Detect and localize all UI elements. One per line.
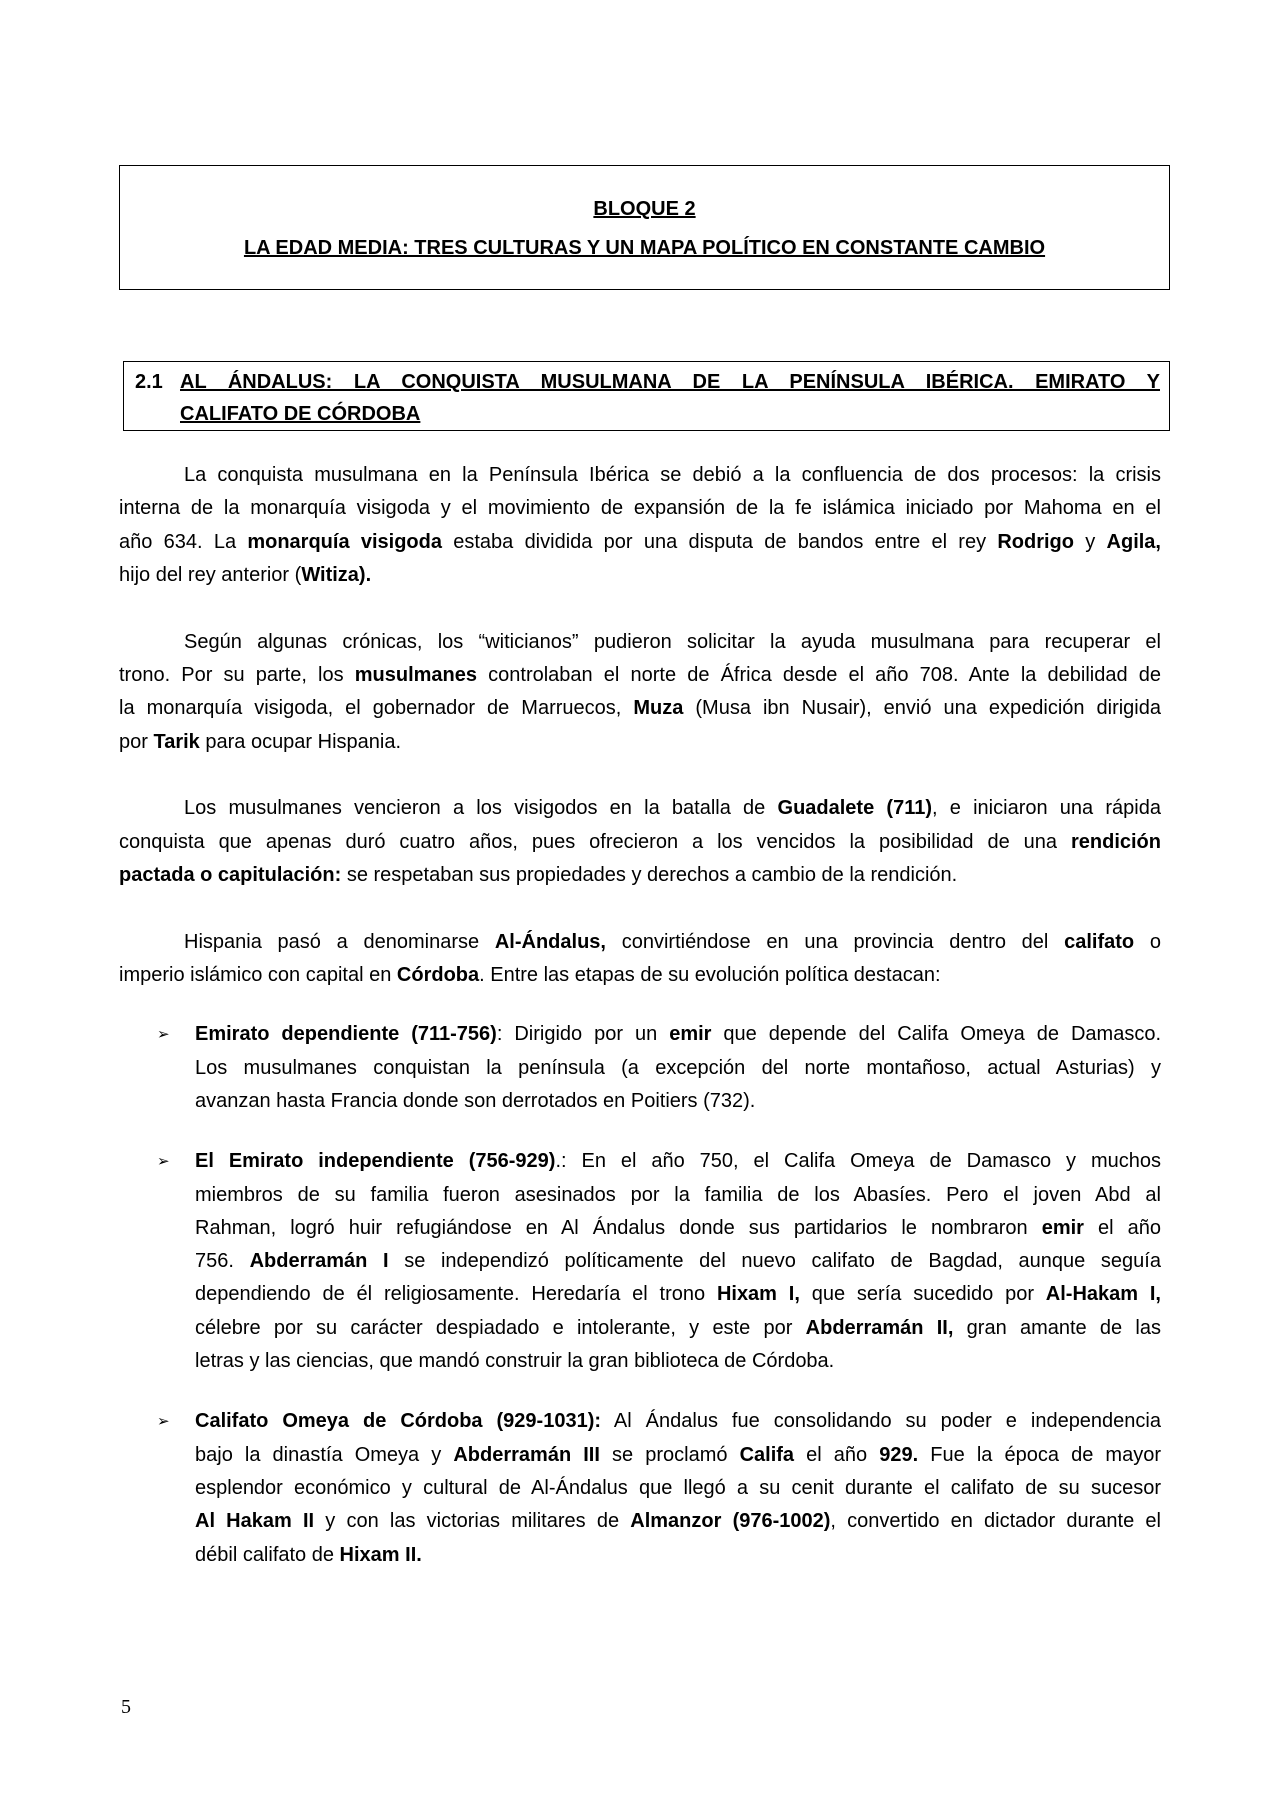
text-line bbox=[119, 559, 1161, 592]
paragraph bbox=[119, 926, 1161, 993]
text-run: controlaban el norte de África desde el año 708. Ante la debilidad de bbox=[477, 663, 1161, 686]
document-body bbox=[119, 459, 1161, 1599]
text-run: dependiendo de él religiosamente. Heredaría el trono bbox=[195, 1283, 717, 1306]
text-line bbox=[119, 926, 1161, 959]
bold-text-run: Emirato dependiente (711-756) bbox=[195, 1023, 497, 1046]
text-run: célebre por su carácter despiadado e intolerante, y este por bbox=[195, 1316, 806, 1339]
text-run: que sería sucedido por bbox=[799, 1283, 1046, 1306]
bold-text-run: Agila, bbox=[1106, 530, 1161, 553]
text-run: (Musa ibn Nusair), envió una expedición dirigida bbox=[683, 697, 1161, 720]
text-run: el año bbox=[794, 1443, 880, 1466]
text-run: Según algunas crónicas, los “witicianos” pudieron solicitar la ayuda musulmana para recuperar el bbox=[184, 630, 1161, 653]
text-run: para ocupar Hispania. bbox=[199, 730, 402, 753]
text-line bbox=[195, 1472, 1161, 1505]
text-line bbox=[119, 859, 1161, 892]
text-run: gran amante de las bbox=[953, 1316, 1162, 1339]
text-line bbox=[195, 1312, 1161, 1345]
section-heading-box bbox=[123, 361, 1170, 431]
bold-text-run: Califato Omeya de Córdoba (929-1031): bbox=[195, 1410, 602, 1433]
text-run: . Entre las etapas de su evolución política destacan: bbox=[479, 964, 941, 987]
text-line bbox=[195, 1212, 1161, 1245]
bold-text-run: rendición bbox=[1070, 830, 1161, 853]
bold-text-run: emir bbox=[1041, 1216, 1084, 1239]
text-run: Hispania pasó a denominarse bbox=[184, 930, 495, 953]
bold-text-run: musulmanes bbox=[354, 663, 478, 686]
text-line bbox=[195, 1245, 1161, 1278]
text-line bbox=[195, 1145, 1161, 1178]
bullet-item bbox=[119, 1405, 1161, 1571]
section-number: 2.1 bbox=[135, 371, 163, 393]
text-run: , e iniciaron una rápida bbox=[932, 797, 1161, 820]
text-run: avanzan hasta Francia donde son derrotados en Poitiers (732). bbox=[195, 1089, 756, 1112]
text-line bbox=[195, 1085, 1161, 1118]
text-run: año 634. La bbox=[119, 530, 248, 553]
paragraph bbox=[119, 459, 1161, 592]
text-run: se proclamó bbox=[599, 1443, 740, 1466]
text-line bbox=[119, 526, 1161, 559]
text-run: hijo del rey anterior ( bbox=[119, 563, 302, 586]
bold-text-run: Abderramán III bbox=[453, 1443, 600, 1466]
text-run: el año bbox=[1083, 1216, 1161, 1239]
section-title-text: CALIFATO DE CÓRDOBA bbox=[180, 403, 421, 425]
text-run: Los musulmanes conquistan la península (a excepción del norte montañoso, actual Asturias) y bbox=[195, 1056, 1161, 1079]
text-run: y con las victorias militares de bbox=[314, 1510, 631, 1533]
text-line bbox=[119, 492, 1161, 525]
bold-text-run: pactada o capitulación: bbox=[119, 863, 342, 886]
bold-text-run: emir bbox=[669, 1023, 712, 1046]
bold-text-run: Guadalete (711) bbox=[777, 797, 933, 820]
text-run: estaba dividida por una disputa de bandos entre el rey bbox=[441, 530, 998, 553]
bold-text-run: Califa bbox=[739, 1443, 795, 1466]
text-run: miembros de su familia fueron asesinados por la familia de los Abasíes. Pero el joven Abd al bbox=[195, 1183, 1161, 1206]
text-run: , convertido en dictador durante el bbox=[830, 1510, 1161, 1533]
text-run: se independizó políticamente del nuevo califato de Bagdad, aunque seguía bbox=[388, 1250, 1161, 1273]
bold-text-run: Al-Ándalus, bbox=[494, 930, 606, 953]
text-run: conquista que apenas duró cuatro años, pues ofrecieron a los vencidos la posibilidad de una bbox=[119, 830, 1071, 853]
text-run: la monarquía visigoda, el gobernador de Marruecos, bbox=[119, 697, 634, 720]
bold-text-run: Abderramán II, bbox=[805, 1316, 954, 1339]
bullet-item bbox=[119, 1145, 1161, 1378]
page-number: 5 bbox=[121, 1696, 131, 1718]
bold-text-run: Rodrigo bbox=[997, 530, 1074, 553]
paragraph bbox=[119, 792, 1161, 892]
text-line bbox=[119, 459, 1161, 492]
section-title bbox=[180, 366, 1160, 430]
text-run: esplendor económico y cultural de Al-Ándalus que llegó a su cenit durante el califato de su sucesor bbox=[195, 1476, 1161, 1499]
bold-text-run: califato bbox=[1064, 930, 1135, 953]
section-title-text: AL ÁNDALUS: LA CONQUISTA MUSULMANA DE LA PENÍNSULA IBÉRICA. EMIRATO Y bbox=[180, 371, 1160, 393]
text-run: interna de la monarquía visigoda y el movimiento de expansión de la fe islámica iniciado por Mahoma en el bbox=[119, 497, 1161, 520]
text-line bbox=[119, 959, 1161, 992]
block-header-box bbox=[119, 165, 1170, 290]
bullet-text bbox=[195, 1018, 1161, 1118]
text-run: débil califato de bbox=[195, 1543, 340, 1566]
text-run: Rahman, logró huir refugiándose en Al Ándalus donde sus partidarios le nombraron bbox=[195, 1216, 1042, 1239]
text-run: bajo la dinastía Omeya y bbox=[195, 1443, 454, 1466]
text-line bbox=[119, 692, 1161, 725]
text-run: imperio islámico con capital en bbox=[119, 964, 397, 987]
section-title-line bbox=[180, 366, 1160, 398]
text-run: que depende del Califa Omeya de Damasco. bbox=[711, 1023, 1162, 1046]
bold-text-run: Córdoba bbox=[396, 964, 480, 987]
text-line bbox=[195, 1052, 1161, 1085]
text-line bbox=[119, 792, 1161, 825]
text-line bbox=[195, 1179, 1161, 1212]
bullet-item bbox=[119, 1018, 1161, 1118]
text-run: .: En el año 750, el Califa Omeya de Damasco y muchos bbox=[555, 1150, 1161, 1173]
text-run: trono. Por su parte, los bbox=[119, 663, 355, 686]
bold-text-run: Tarik bbox=[153, 730, 200, 753]
bold-text-run: El Emirato independiente (756-929) bbox=[195, 1150, 556, 1173]
bold-text-run: monarquía visigoda bbox=[247, 530, 442, 553]
bold-text-run: Hixam I, bbox=[716, 1283, 800, 1306]
bold-text-run: 929. bbox=[879, 1443, 919, 1466]
text-run: La conquista musulmana en la Península Ibérica se debió a la confluencia de dos procesos: la crisis bbox=[184, 464, 1161, 486]
text-line bbox=[195, 1539, 1161, 1572]
text-line bbox=[195, 1018, 1161, 1051]
text-line bbox=[195, 1345, 1161, 1378]
text-run: Los musulmanes vencieron a los visigodos en la batalla de bbox=[184, 797, 778, 820]
bold-text-run: Muza bbox=[633, 697, 684, 720]
arrow-bullet-icon: ➢ bbox=[157, 1025, 170, 1044]
text-line bbox=[119, 726, 1161, 759]
text-run: por bbox=[119, 730, 154, 753]
arrow-bullet-icon: ➢ bbox=[157, 1412, 170, 1431]
bold-text-run: Witiza). bbox=[301, 563, 372, 586]
section-title-line bbox=[180, 398, 1160, 430]
block-label: BLOQUE 2 bbox=[593, 198, 696, 220]
text-run: : Dirigido por un bbox=[496, 1023, 670, 1046]
text-run: se respetaban sus propiedades y derechos a cambio de la rendición. bbox=[341, 863, 958, 886]
text-line bbox=[195, 1439, 1161, 1472]
bold-text-run: Al Hakam II bbox=[195, 1510, 315, 1533]
text-line bbox=[195, 1278, 1161, 1311]
text-line bbox=[119, 659, 1161, 692]
bold-text-run: Almanzor (976-1002) bbox=[630, 1510, 831, 1533]
text-line bbox=[195, 1405, 1161, 1438]
paragraph bbox=[119, 626, 1161, 759]
text-line bbox=[119, 826, 1161, 859]
bullet-text bbox=[195, 1405, 1161, 1571]
text-run: o bbox=[1134, 930, 1161, 953]
block-title: LA EDAD MEDIA: TRES CULTURAS Y UN MAPA POLÍTICO EN CONSTANTE CAMBIO bbox=[243, 237, 1046, 259]
text-run: letras y las ciencias, que mandó construir la gran biblioteca de Córdoba. bbox=[195, 1350, 835, 1373]
bold-text-run: Al-Hakam I, bbox=[1045, 1283, 1161, 1306]
text-run: Al Ándalus fue consolidando su poder e independencia bbox=[601, 1410, 1161, 1433]
text-run: 756. bbox=[195, 1250, 250, 1273]
text-line bbox=[195, 1505, 1161, 1538]
arrow-bullet-icon: ➢ bbox=[157, 1152, 170, 1171]
text-run: Fue la época de mayor bbox=[918, 1443, 1161, 1466]
text-run: y bbox=[1074, 530, 1107, 553]
bold-text-run: Hixam II. bbox=[339, 1543, 422, 1566]
text-run: convirtiéndose en una provincia dentro del bbox=[605, 930, 1065, 953]
bullet-text bbox=[195, 1145, 1161, 1378]
bold-text-run: Abderramán I bbox=[249, 1250, 389, 1273]
text-line bbox=[119, 626, 1161, 659]
